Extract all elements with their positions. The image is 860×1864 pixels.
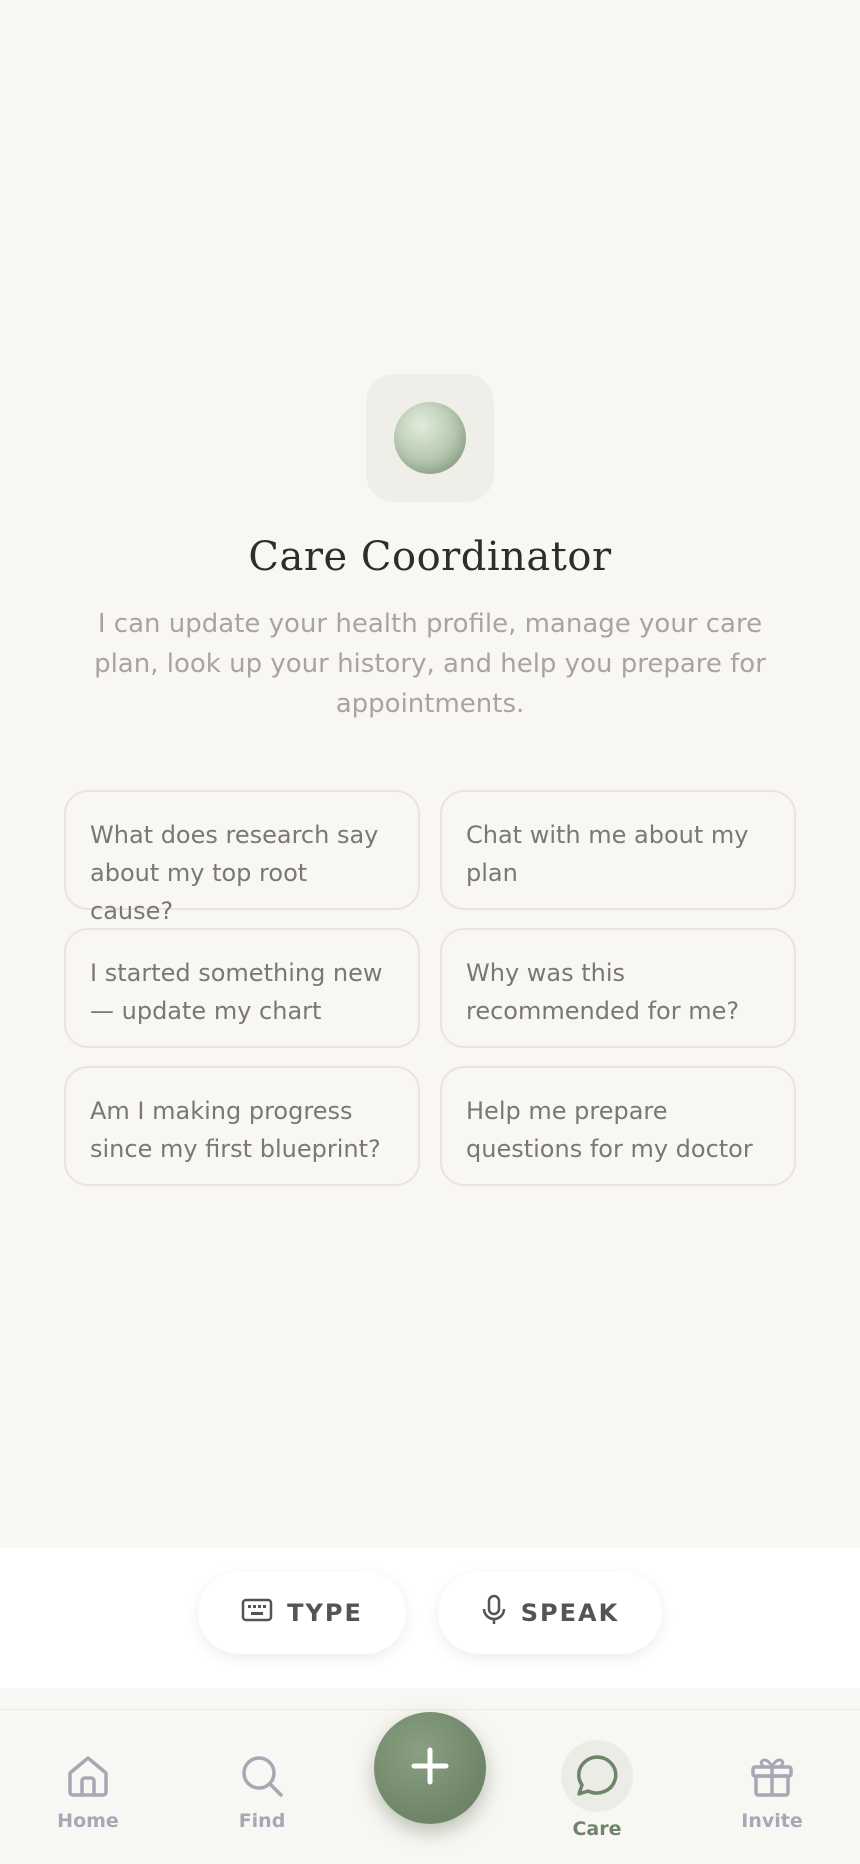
microphone-icon <box>481 1594 507 1632</box>
type-label: TYPE <box>287 1599 363 1627</box>
speak-label: SPEAK <box>520 1599 620 1627</box>
orb-icon <box>394 402 466 474</box>
home-icon <box>60 1748 116 1804</box>
add-button[interactable] <box>374 1712 486 1824</box>
type-button[interactable] <box>198 1572 406 1654</box>
nav-label-care: Care <box>572 1818 622 1840</box>
suggestion-chip-chat-plan[interactable]: Chat with me about my plan <box>440 790 796 910</box>
input-mode-bar <box>0 1548 860 1688</box>
suggestion-chip-why-recommended[interactable]: Why was this recommended for me? <box>440 928 796 1048</box>
suggestion-chip-update-chart[interactable]: I started something new — update my chart <box>64 928 420 1048</box>
assistant-avatar-tile <box>366 374 494 502</box>
page-subtitle: I can update your health profile, manage your care plan, look up your history, and help you prepare for appointments. <box>94 609 766 719</box>
chat-bubble-icon <box>561 1740 633 1812</box>
suggestion-chip-doctor-questions[interactable]: Help me prepare questions for my doctor <box>440 1066 796 1186</box>
nav-item-care[interactable] <box>537 1710 657 1864</box>
page-title: Care Coordinator <box>248 534 612 580</box>
suggestion-chip-progress[interactable]: Am I making progress since my first blueprint? <box>64 1066 420 1186</box>
nav-item-invite[interactable] <box>712 1710 832 1864</box>
nav-item-home[interactable] <box>28 1710 148 1864</box>
gift-icon <box>744 1748 800 1804</box>
search-icon <box>234 1748 290 1804</box>
keyboard-icon <box>241 1597 273 1629</box>
plus-icon <box>408 1744 452 1792</box>
nav-label-invite: Invite <box>741 1810 803 1832</box>
suggestion-grid <box>64 790 796 1186</box>
suggestion-chip-research[interactable]: What does research say about my top root cause? <box>64 790 420 910</box>
speak-button[interactable] <box>438 1572 662 1654</box>
nav-item-find[interactable] <box>202 1710 322 1864</box>
nav-label-home: Home <box>57 1810 119 1832</box>
nav-label-find: Find <box>238 1810 286 1832</box>
